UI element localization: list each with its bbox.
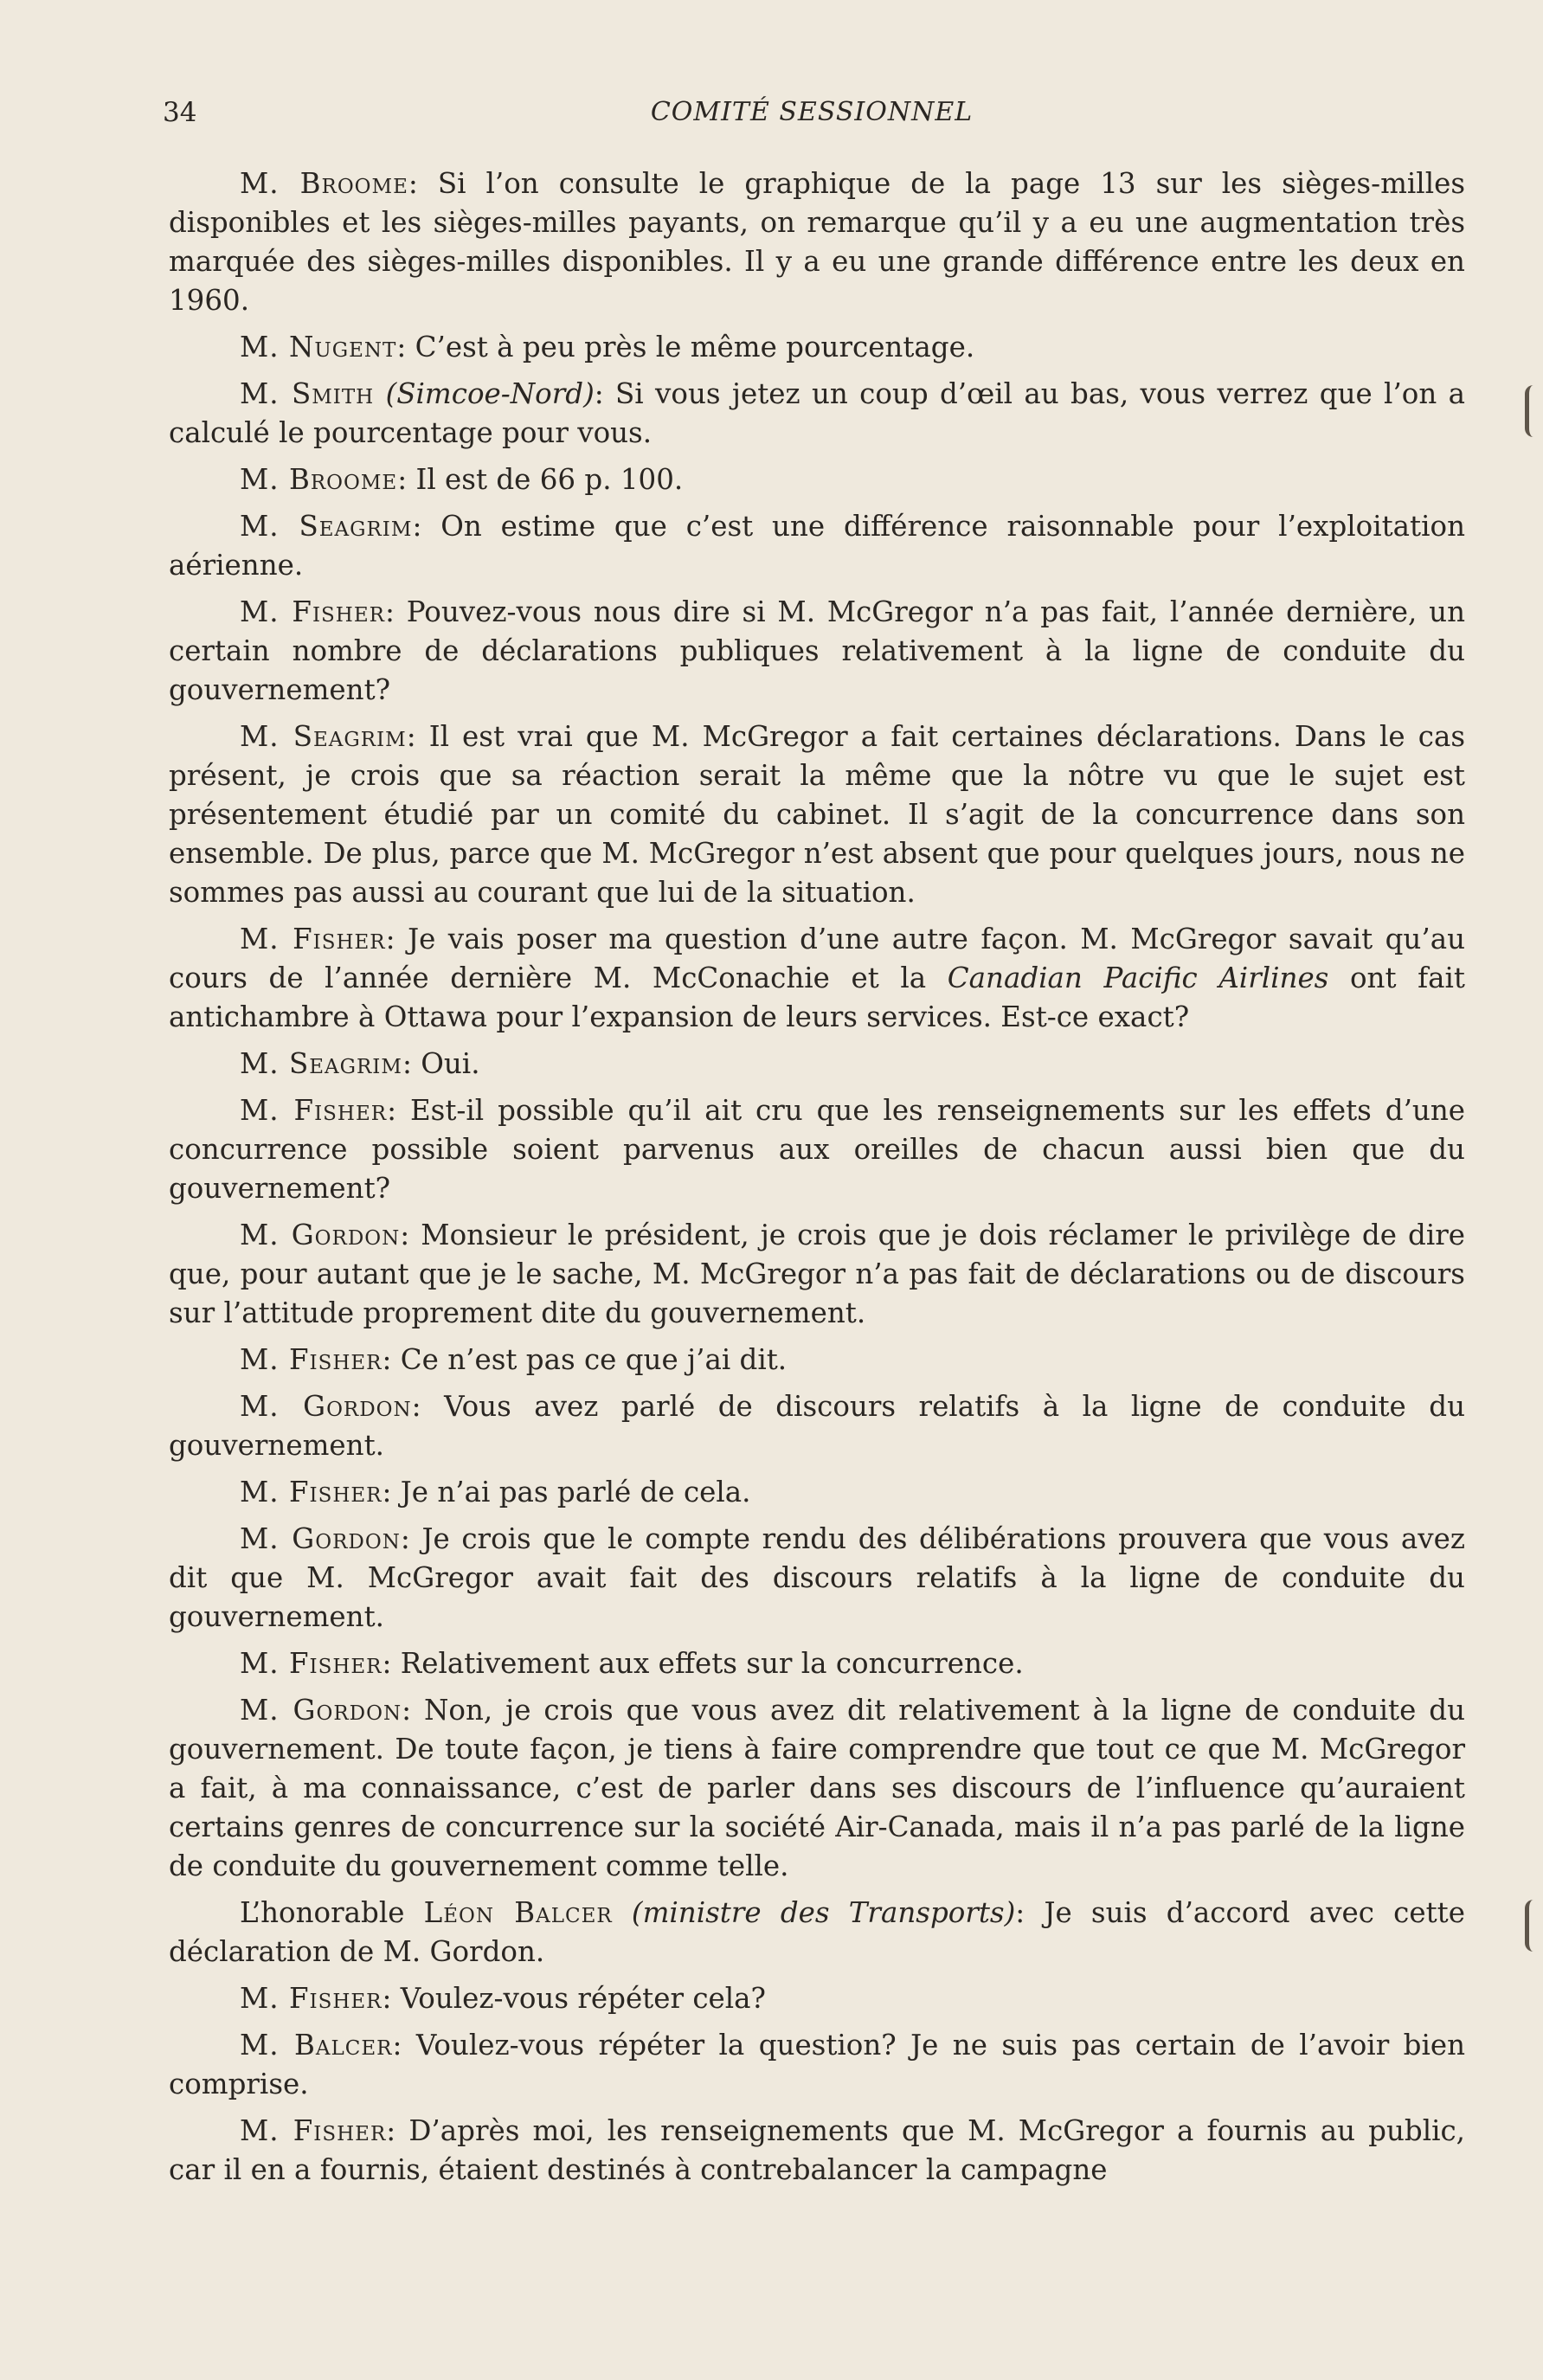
speaker-name: M. Fisher [240,1094,388,1127]
paragraph-3 [169,375,1465,453]
paragraph-20 [169,2026,1465,2104]
speaker-name: M. Fisher [240,2114,387,2147]
paragraph-text: Pouvez-vous nous dire si M. McGregor n’a pas fait, l’année dernière, un certain nombre de déclarations publiques relativement à la ligne de conduite du gouvernement? [169,595,1466,706]
speaker-name: M. Broome [240,167,408,200]
italic-company-name: Canadian Pacific Airlines [947,962,1329,994]
paragraph-text: Relativement aux effets sur la concurrence. [400,1647,1024,1680]
paragraph-text: Voulez-vous répéter cela? [400,1982,766,2015]
paragraph-text: Oui. [421,1047,480,1080]
speaker-separator: : [382,1476,401,1508]
speaker-name: M. Gordon [240,1390,412,1423]
speaker-name: Léon Balcer [423,1896,613,1929]
paragraph-13 [169,1387,1465,1465]
paragraph-14 [169,1473,1465,1512]
speaker-name: M. Balcer [240,2029,393,2062]
paragraph-text: Je vais poser ma question d’une autre façon. M. McGregor savait qu’au cours de l’année dernière M. McConachie et la [169,923,1466,994]
speaker-name: M. Smith [240,377,375,410]
speaker-separator: : [396,331,415,363]
paragraph-18 [169,1894,1465,1972]
running-title: COMITÉ SESSIONNEL [650,97,974,127]
speaker-name: M. Seagrim [240,510,413,543]
speaker-separator: : [402,1694,424,1727]
speaker-name: M. Fisher [240,1982,383,2015]
speaker-prefix: L’honorable [240,1896,424,1929]
paragraph-text: On estime que c’est une différence raisonnable pour l’exploitation aérienne. [169,510,1466,582]
paragraph-19 [169,1979,1465,2018]
speaker-separator: : [406,720,429,753]
paragraph-text: C’est à peu près le même pourcentage. [415,331,975,363]
paragraph-9 [169,1045,1465,1084]
speaker-separator: : [594,377,616,410]
speaker-separator: : [412,510,441,543]
speaker-name: M. Fisher [240,923,386,955]
paragraph-10 [169,1091,1465,1208]
paragraph-text: Je crois que le compte rendu des délibérations prouvera que vous avez dit que M. McGregor avait fait des discours relatifs à la ligne de conduite du gouvernement. [169,1522,1466,1633]
paragraph-text: Il est de 66 p. 100. [415,463,684,496]
speaker-name: M. Fisher [240,1476,383,1508]
speaker-qualifier: (Simcoe-Nord) [385,377,595,410]
speaker-name: M. Seagrim [240,720,407,753]
speaker-qualifier: (ministre des Transports) [631,1896,1016,1929]
paragraph-text: Non, je crois que vous avez dit relativement à la ligne de conduite du gouvernement. De toute façon, je tiens à faire comprendre que tout ce que M. McGregor a fait, à ma connaissance, c’est de parler dans ses discours de l’influence qu’auraient certains genres de concurrence sur la société Air-Canada, mais il n’a pas parlé de la ligne de conduite du gouvernement comme telle. [169,1694,1465,1882]
paragraph-text: Si vous jetez un coup d’œil au bas, vous verrez que l’on a calculé le pourcentage pour vous. [169,377,1465,449]
paragraph-text: Est-il possible qu’il ait cru que les renseignements sur les effets d’une concurrence possible soient parvenus aux oreilles de chacun aussi bien que du gouvernement? [169,1094,1466,1205]
paragraph-12 [169,1341,1465,1380]
speaker-name: M. Fisher [240,595,385,628]
paragraph-text: Voulez-vous répéter la question? Je ne suis pas certain de l’avoir bien comprise. [169,2029,1465,2100]
speaker-name: M. Gordon [240,1522,401,1555]
speaker-separator: : [411,1390,445,1423]
paragraph-16 [169,1644,1465,1683]
paragraph-8 [169,920,1465,1037]
paragraph-17 [169,1691,1465,1886]
speaker-name: M. Fisher [240,1647,383,1680]
paragraph-text: Il est vrai que M. McGregor a fait certaines déclarations. Dans le cas présent, je crois que sa réaction serait la même que la nôtre vu que le sujet est présentement étudié par un comité du cabinet. Il s’agit de la concurrence dans son ensemble. De plus, parce que M. McGregor n’est absent que pour quelques jours, nous ne sommes pas aussi au courant que lui de la situation. [169,720,1466,909]
paragraph-7 [169,717,1465,912]
speaker-name: M. Fisher [240,1343,383,1376]
paragraph-text: Ce n’est pas ce que j’ai dit. [400,1343,788,1376]
page-header [163,97,1461,140]
speaker-name: M. Gordon [240,1219,401,1251]
speaker-name: M. Broome [240,463,398,496]
speaker-separator: : [387,1094,410,1127]
paragraph-text: Si l’on consulte le graphique de la page 13 sur les sièges-milles disponibles et les sièges-milles payants, on remarque qu’il y a eu une augmentation très marquée des sièges-milles disponibles. Il y a eu une grande différence entre les deux en 1960. [169,167,1465,317]
paragraph-11 [169,1216,1465,1333]
speaker-separator: : [382,1647,401,1680]
speaker-separator: : [392,2029,416,2062]
page-number: 34 [163,97,197,128]
paragraph-text-continued: ont fait antichambre à Ottawa pour l’expansion de leurs services. Est-ce exact? [169,962,1465,1033]
speaker-separator: : [382,1343,401,1376]
speaker-separator: : [408,167,438,200]
paragraph-5 [169,507,1465,585]
binding-mark [1525,385,1543,437]
paragraph-4 [169,460,1465,499]
speaker-separator: : [1015,1896,1045,1929]
paragraph-text: Je suis d’accord avec cette déclaration de M. Gordon. [169,1896,1465,1968]
paragraph-text: Monsieur le président, je crois que je dois réclamer le privilège de dire que, pour autant que je le sache, M. McGregor n’a pas fait de déclarations ou de discours sur l’attitude proprement dite du gouvernement. [169,1219,1466,1329]
speaker-separator: : [402,1047,421,1080]
paragraph-text: Vous avez parlé de discours relatifs à la ligne de conduite du gouvernement. [169,1390,1466,1462]
speaker-name: M. Nugent [240,331,397,363]
speaker-separator: : [397,463,416,496]
speaker-separator: : [400,1522,422,1555]
paragraph-text: Je n’ai pas parlé de cela. [400,1476,751,1508]
speaker-separator: : [386,2114,409,2147]
speaker-separator: : [384,595,407,628]
paragraph-21 [169,2112,1465,2190]
speaker-separator: : [400,1219,421,1251]
speaker-separator: : [382,1982,401,2015]
binding-mark [1525,1900,1543,1952]
paragraph-2 [169,328,1465,367]
paragraph-1 [169,164,1465,320]
paragraph-text: D’après moi, les renseignements que M. McGregor a fournis au public, car il en a fournis, étaient destinés à contrebalancer la campagne [169,2114,1466,2186]
paragraph-6 [169,593,1465,710]
speaker-name: M. Gordon [240,1694,402,1727]
speaker-separator: : [385,923,408,955]
paragraph-15 [169,1520,1465,1637]
speaker-name: M. Seagrim [240,1047,402,1080]
transcript-body [169,164,1465,2197]
